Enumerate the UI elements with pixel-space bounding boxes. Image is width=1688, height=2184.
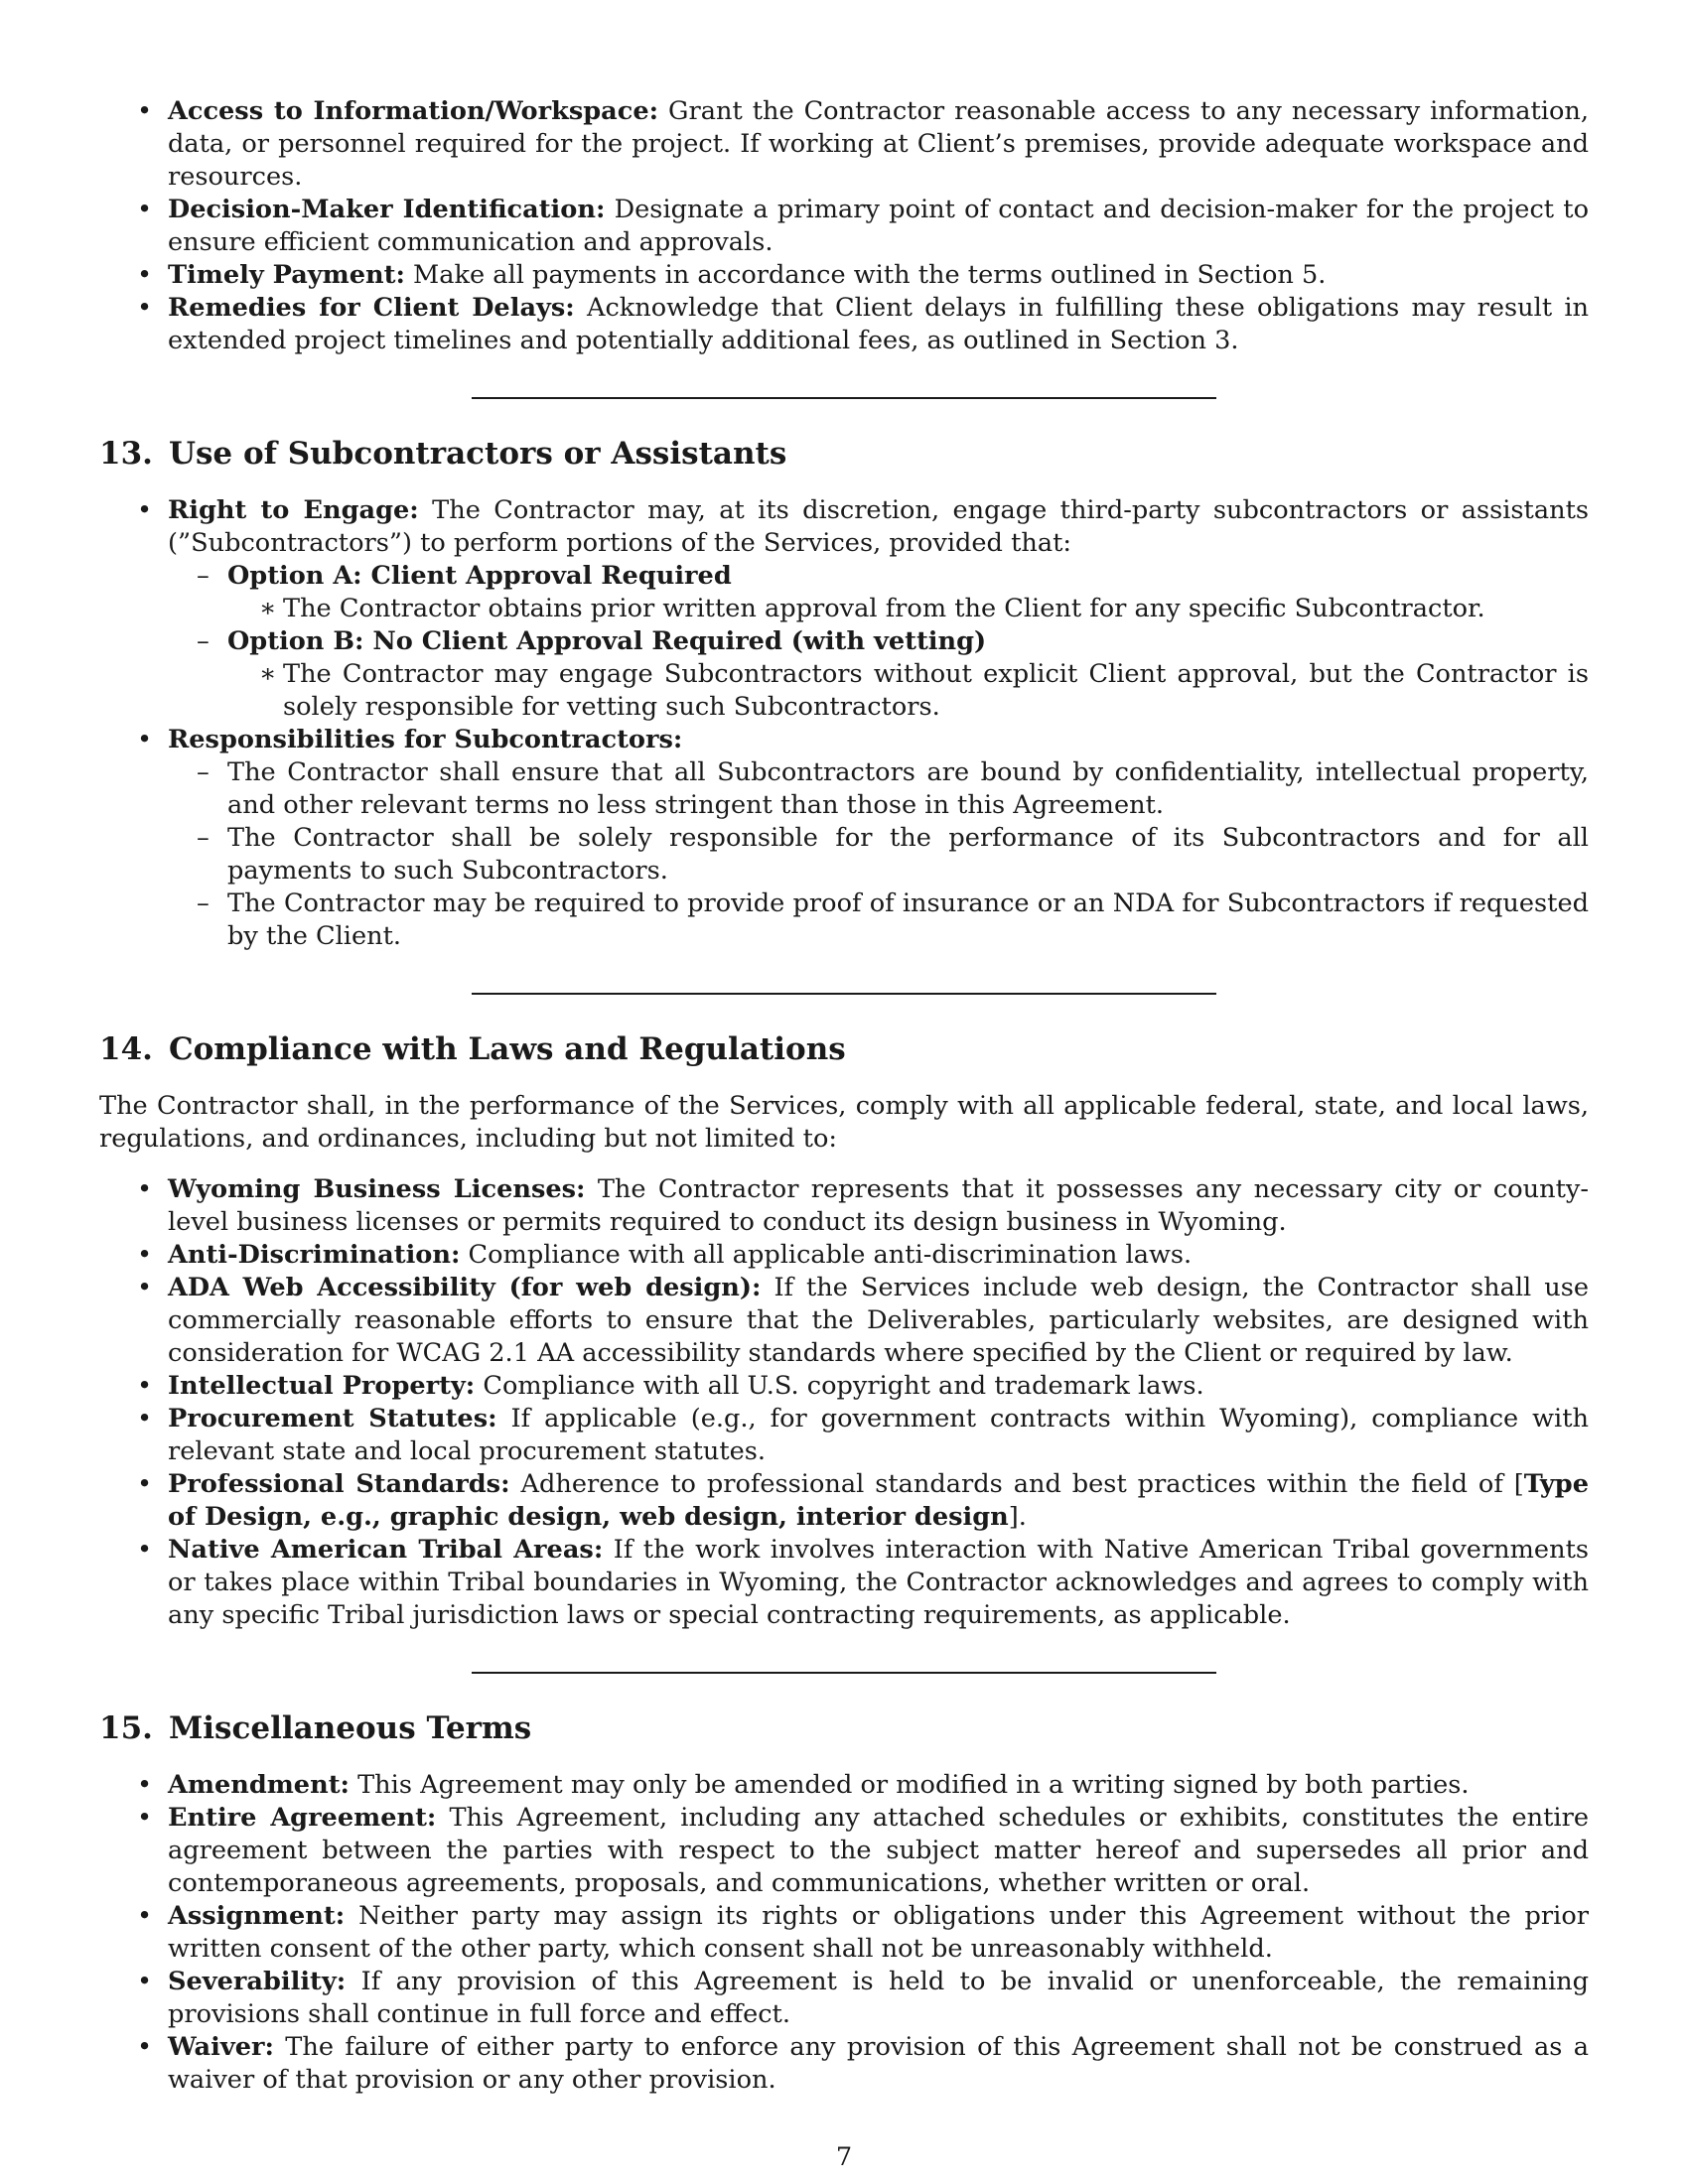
list-item: ∗ The Contractor may engage Subcontractors without explicit Client approval, but the Contractor is solely responsible for vetting such Subcontractors. <box>227 658 1589 724</box>
list-item: • Assignment: Neither party may assign its rights or obligations under this Agreement without the prior written consent of the other party, which consent shall not be unreasonably withheld. <box>99 1900 1589 1966</box>
list-item: ∗ The Contractor obtains prior written approval from the Client for any specific Subcontractor. <box>227 593 1589 625</box>
list-item: • Waiver: The failure of either party to enforce any provision of this Agreement shall not be construed as a waiver of that provision or any other provision. <box>99 2031 1589 2097</box>
list-item: • Timely Payment: Make all payments in accordance with the terms outlined in Section 5. <box>99 259 1589 292</box>
section-divider <box>472 1672 1216 1674</box>
list-item: • Responsibilities for Subcontractors: – The Contractor shall ensure that all Subcontractors are bound by confidentiality, intellectual property, and other relevant terms no less stringent than those in this Agreement. – The Contractor shall be solely responsible for the performance of its Subcontractors and for all payments to such Subcontractors. – The Contractor may be required to provide proof of insurance or an NDA for Subcontractors if requested by the Client. <box>99 724 1589 953</box>
section-heading-14: 14. Compliance with Laws and Regulations <box>99 1031 846 1067</box>
list-item: • Wyoming Business Licenses: The Contractor represents that it possesses any necessary city or county-level business licenses or permits required to conduct its design business in Wyoming. <box>99 1173 1589 1239</box>
list-item: – Option A: Client Approval Required ∗ The Contractor obtains prior written approval from the Client for any specific Subcontractor. <box>168 560 1589 625</box>
list-item: • ADA Web Accessibility (for web design): If the Services include web design, the Contractor shall use commercially reasonable efforts to ensure that the Deliverables, particularly websites, are designed with consideration for WCAG 2.1 AA accessibility standards where specified by the Client or required by law. <box>99 1272 1589 1370</box>
misc-terms-list <box>99 1769 1589 2097</box>
section-intro: The Contractor shall, in the performance of the Services, comply with all applicable federal, state, and local laws, regulations, and ordinances, including but not limited to: <box>99 1091 1589 1154</box>
list-item: • Access to Information/Workspace: Grant the Contractor reasonable access to any necessary information, data, or personnel required for the project. If working at Client’s premises, provide adequate workspace and resources. <box>99 95 1589 194</box>
compliance-list <box>99 1173 1589 1632</box>
list-item: • Intellectual Property: Compliance with all U.S. copyright and trademark laws. <box>99 1370 1589 1403</box>
list-item: • Procurement Statutes: If applicable (e.g., for government contracts within Wyoming), compliance with relevant state and local procurement statutes. <box>99 1403 1589 1468</box>
list-item: • Severability: If any provision of this Agreement is held to be invalid or unenforceable, the remaining provisions shall continue in full force and effect. <box>99 1966 1589 2031</box>
section-divider <box>472 993 1216 995</box>
page-number: 7 <box>835 2142 853 2172</box>
list-item: – The Contractor shall ensure that all Subcontractors are bound by confidentiality, intellectual property, and other relevant terms no less stringent than those in this Agreement. <box>168 756 1589 822</box>
section-heading-13: 13. Use of Subcontractors or Assistants <box>99 436 787 472</box>
list-item: • Anti-Discrimination: Compliance with all applicable anti-discrimination laws. <box>99 1239 1589 1272</box>
subcontractors-list <box>99 494 1589 953</box>
list-item: • Entire Agreement: This Agreement, including any attached schedules or exhibits, constitutes the entire agreement between the parties with respect to the subject matter hereof and supersedes all prior and contemporaneous agreements, proposals, and communications, whether written or oral. <box>99 1802 1589 1900</box>
list-item: – The Contractor may be required to provide proof of insurance or an NDA for Subcontractors if requested by the Client. <box>168 887 1589 953</box>
list-item: • Right to Engage: The Contractor may, at its discretion, engage third-party subcontractors or assistants (”Subcontractors”) to perform portions of the Services, provided that: – Option A: Client Approval Required ∗ The Contractor obtains prior written approval from the Client for any specific Subcontractor. – Option B: No Client Approval Required (with vetting) ∗ The Contractor may engage Subcontractors without explicit Client approval, but the Contractor is solely responsible for vetting such Subcontractors. <box>99 494 1589 724</box>
options-list <box>168 560 1589 724</box>
list-item: • Professional Standards: Adherence to professional standards and best practices within the field of [Type of Design, e.g., graphic design, web design, interior design]. <box>99 1468 1589 1534</box>
list-item: – Option B: No Client Approval Required (with vetting) ∗ The Contractor may engage Subcontractors without explicit Client approval, but the Contractor is solely responsible for vetting such Subcontractors. <box>168 625 1589 724</box>
section-heading-15: 15. Miscellaneous Terms <box>99 1710 532 1746</box>
list-item: • Amendment: This Agreement may only be amended or modified in a writing signed by both parties. <box>99 1769 1589 1802</box>
document-page <box>99 95 1589 2097</box>
list-item: • Native American Tribal Areas: If the work involves interaction with Native American Tribal governments or takes place within Tribal boundaries in Wyoming, the Contractor acknowledges and agrees to comply with any specific Tribal jurisdiction laws or special contracting requirements, as applicable. <box>99 1534 1589 1632</box>
section-divider <box>472 397 1216 399</box>
list-item: – The Contractor shall be solely responsible for the performance of its Subcontractors and for all payments to such Subcontractors. <box>168 822 1589 887</box>
client-obligations-list <box>99 95 1589 357</box>
list-item: • Decision-Maker Identification: Designate a primary point of contact and decision-maker for the project to ensure efficient communication and approvals. <box>99 194 1589 259</box>
list-item: • Remedies for Client Delays: Acknowledge that Client delays in fulfilling these obligations may result in extended project timelines and potentially additional fees, as outlined in Section 3. <box>99 292 1589 357</box>
